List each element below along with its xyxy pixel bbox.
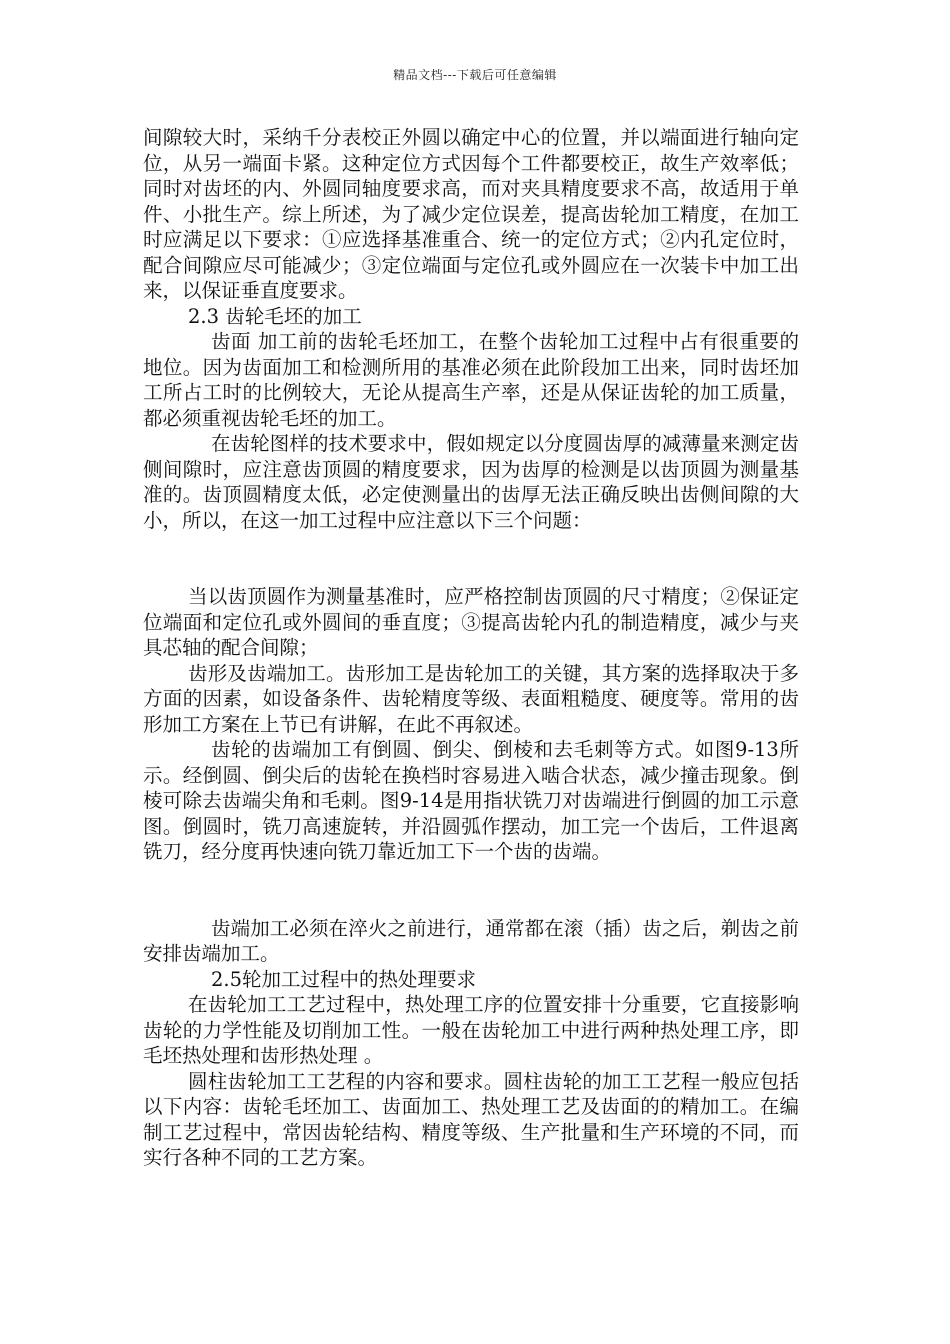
paragraph-three-issues: 当以齿顶圆作为测量基准时，应严格控制齿顶圆的尺寸精度；②保证定位端面和定位孔或外圆间的垂直度；③提高齿轮内孔的制造精度，减少与夹具芯轴的配合间隙；: [143, 585, 799, 659]
paragraph-process-content: 圆柱齿轮加工工艺程的内容和要求。圆柱齿轮的加工工艺程一般应包括以下内容：齿轮毛坯加工、齿面加工、热处理工艺及齿面的的精加工。在编制工艺过程中，常因齿轮结构、精度等级、生产批量和生产环境的不同，而实行各种不同的工艺方案。: [143, 1069, 799, 1169]
paragraph-positioning-requirements: 间隙较大时，采纳千分表校正外圆以确定中心的位置，并以端面进行轴向定位，从另一端面卡紧。这种定位方式因每个工件都要校正，故生产效率低；同时对齿坯的内、外圆同轴度要求高，而对夹具精度要求不高，故适用于单件、小批生产。综上所述，为了减少定位误差，提高齿轮加工精度，在加工时应满足以下要求：①应选择基准重合、统一的定位方式；②内孔定位时，配合间隙应尽可能减少；③定位端面与定位孔或外圆应在一次装卡中加工出来，以保证垂直度要求。: [143, 126, 799, 302]
paragraph-tooth-end-machining: 齿轮的齿端加工有倒圆、倒尖、倒棱和去毛刺等方式。如图9-13所示。经倒圆、倒尖后的齿轮在换档时容易进入啮合状态，减少撞击现象。倒棱可除去齿端尖角和毛刺。图9-14是用指状铣刀对齿端进行倒圆的加工示意图。倒圆时，铣刀高速旋转，并沿圆弧作摆动，加工完一个齿后，工件退离铣刀，经分度再快速向铣刀靠近加工下一个齿的齿端。: [143, 738, 799, 863]
section-heading-2-5: 2.5轮加工过程中的热处理要求: [211, 967, 477, 991]
blank-space: [143, 533, 799, 584]
page-header: 精品文档---下载后可任意编辑: [393, 68, 557, 82]
blank-space: [143, 865, 799, 916]
paragraph-heat-treatment: 在齿轮加工工艺过程中，热处理工序的位置安排十分重要，它直接影响齿轮的力学性能及切削加工性。一般在齿轮加工中进行两种热处理工序，即毛坯热处理和齿形热处理 。: [143, 993, 799, 1067]
paragraph-tooth-profile: 齿形及齿端加工。齿形加工是齿轮加工的关键，其方案的选择取决于多方面的因素，如设备条件、齿轮精度等级、表面粗糙度、硬度等。常用的齿形加工方案在上节已有讲解，在此不再叙述。: [143, 661, 799, 736]
paragraph-before-quenching: 齿端加工必须在淬火之前进行，通常都在滚（插）齿之后，剃齿之前安排齿端加工。: [143, 916, 799, 965]
paragraph-blank-machining: 齿面 加工前的齿轮毛坯加工，在整个齿轮加工过程中占有很重要的地位。因为齿面加工和检测所用的基准必须在此阶段加工出来，同时齿坯加工所占工时的比例较大，无论从提高生产率，还是从保证齿轮的加工质量，都必须重视齿轮毛坯的加工。: [143, 330, 799, 430]
paragraph-tip-circle-accuracy: 在齿轮图样的技术要求中，假如规定以分度圆齿厚的减薄量来测定齿侧间隙时，应注意齿顶圆的精度要求，因为齿厚的检测是以齿顶圆为测量基准的。齿顶圆精度太低，必定使测量出的齿厚无法正确反映出齿侧间隙的大小，所以，在这一加工过程中应注意以下三个问题：: [143, 432, 799, 532]
section-heading-2-3: 2.3 齿轮毛坯的加工: [188, 304, 362, 328]
document-body: [143, 125, 799, 1171]
